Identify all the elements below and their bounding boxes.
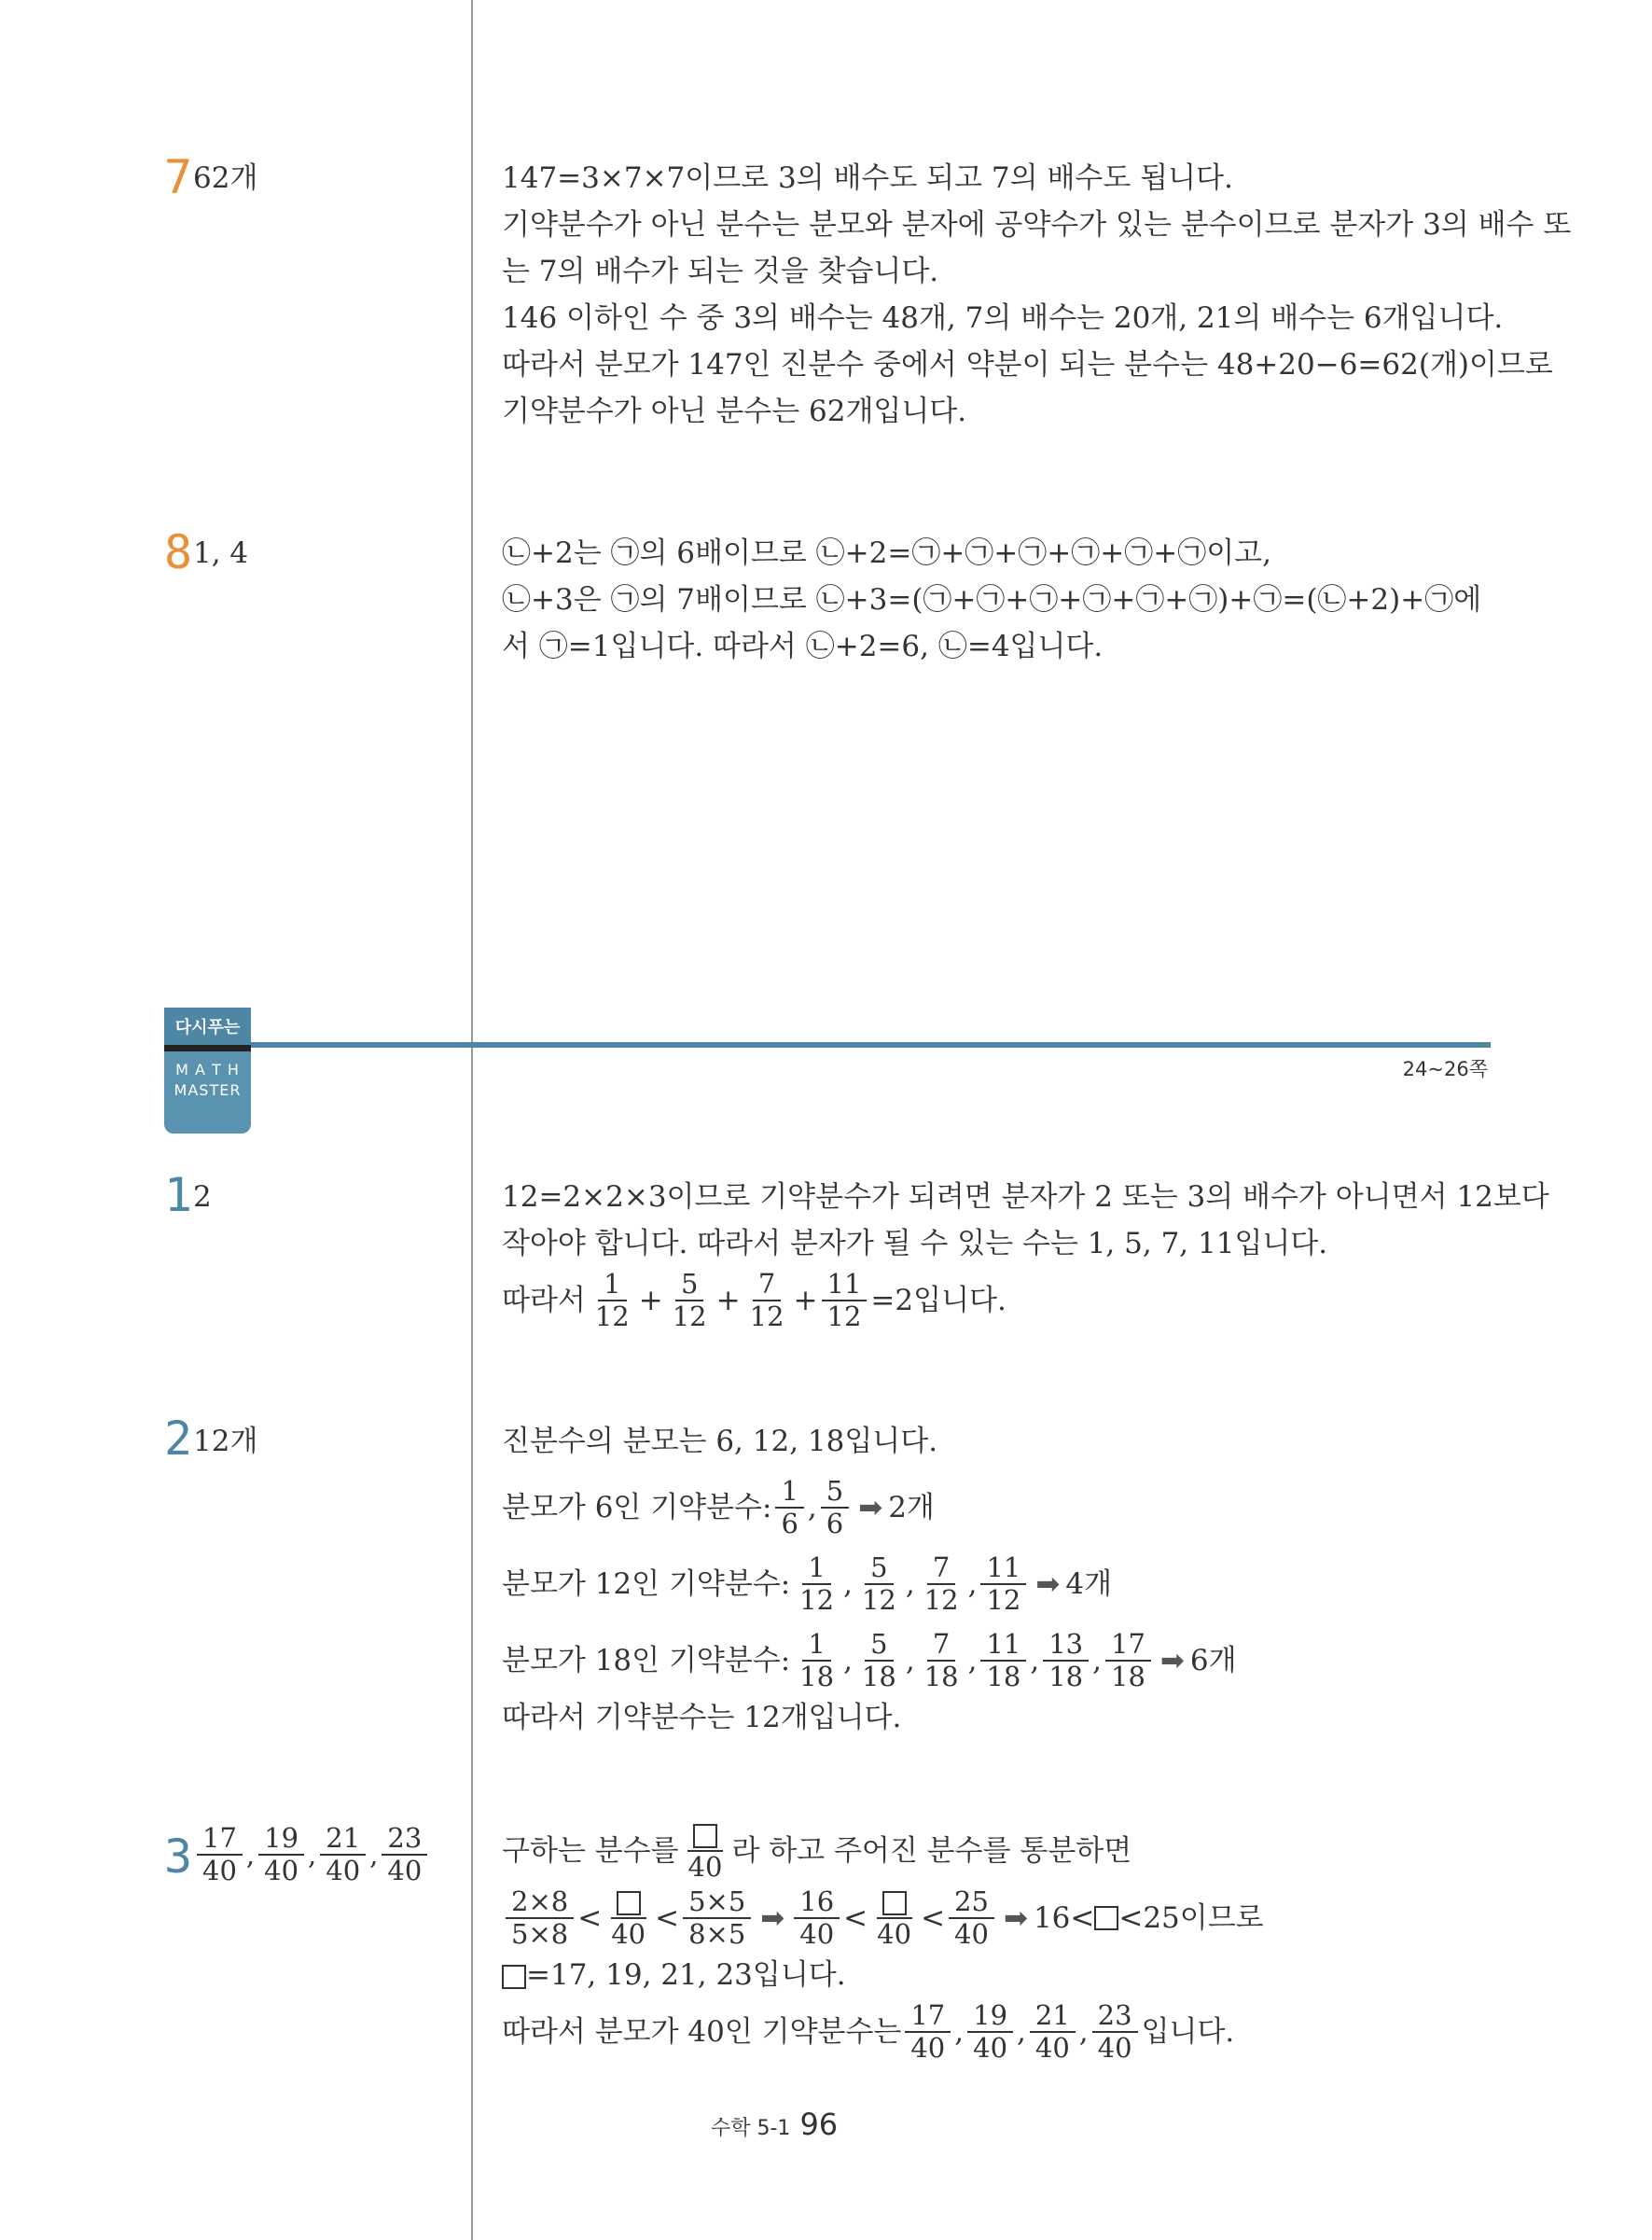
denominator: 40 [910,2032,946,2064]
denominator: 40 [264,1855,299,1886]
solution-3-line-1 [502,1817,1491,1885]
count: 2개 [888,1491,935,1524]
comma: , [245,1838,256,1871]
question-number-2: 2 [164,1412,193,1466]
question-number-7: 7 [164,150,193,204]
numerator [611,1888,646,1919]
less-than: < [843,1901,868,1935]
text: <25이므로 [1118,1901,1264,1935]
denominator: 8×5 [688,1918,746,1950]
solution-1-fraction-sum [502,1267,1491,1334]
fraction [822,1268,868,1332]
text: =2입니다. [870,1284,1006,1317]
solution-8 [502,530,1491,670]
badge-label: 다시푸는 [164,1008,251,1045]
numerator: 1 [802,1554,830,1585]
comma: , [905,1567,915,1601]
denominator: 40 [1097,2032,1132,2064]
badge-line-math: M A T H [175,1061,240,1078]
numerator: 17 [1105,1631,1151,1662]
numerator: 25 [949,1888,994,1919]
plus-sign: + [715,1284,741,1317]
numerator: 7 [753,1271,781,1301]
denominator: 40 [202,1855,237,1886]
answer-3 [193,1822,431,1886]
count: 6개 [1189,1644,1237,1677]
numerator: 17 [905,2002,951,2033]
comma: , [369,1838,379,1871]
comma: , [1078,2015,1089,2049]
fraction [1092,1999,1138,2064]
answer-1: 2 [193,1180,212,1214]
numerator: 2×8 [506,1888,574,1919]
plus-sign: + [638,1284,663,1317]
solution-7-line: 는 7의 배수가 되는 것을 찾습니다. [502,255,939,288]
denominator: 18 [861,1661,896,1692]
fraction [683,1821,729,1881]
column-divider [471,0,473,2240]
solution-3-inequality [502,1885,1491,1952]
solution-7-line: 147=3×7×7이므로 3의 배수도 되고 7의 배수도 됩니다. [502,161,1233,195]
comma: , [1017,2015,1026,2049]
question-number-1: 1 [164,1168,193,1222]
solution-7-line: 146 이하인 수 중 3의 배수는 48개, 7의 배수는 20개, 21의 배수는 6개입니다. [502,301,1504,335]
page-range: 24~26쪽 [1402,1058,1488,1080]
numerator: 17 [197,1825,243,1856]
solution-2-line: 따라서 기약분수는 12개입니다. [502,1701,902,1734]
blank-box [882,1891,907,1915]
solution-8-line: ㉡+3은 ㉠의 7배이므로 ㉡+3=(㉠+㉠+㉠+㉠+㉠+㉠)+㉠=(㉡+2)+㉠에 [502,583,1482,617]
count: 4개 [1065,1567,1113,1601]
solution-7-line: 기약분수가 아닌 분수는 분모와 분자에 공약수가 있는 분수이므로 분자가 3의 배수 또 [502,208,1572,242]
denominator: 40 [387,1855,423,1886]
comma: , [843,1567,853,1601]
denominator: 18 [923,1661,959,1692]
denominator: 18 [1111,1661,1145,1692]
solution-2 [502,1418,1491,1741]
solution-3-line-4 [502,1998,1491,2066]
comma: , [905,1644,915,1677]
page-footer [711,2107,838,2142]
denominator: 12 [986,1584,1021,1616]
numerator: 11 [980,1631,1026,1662]
denominator: 18 [1048,1661,1084,1692]
numerator: 11 [822,1271,868,1301]
solution-3 [502,1817,1491,2066]
fraction [382,1822,427,1886]
denominator: 6 [781,1508,798,1539]
fraction [775,1475,803,1539]
fraction [949,1885,994,1950]
fraction [320,1822,366,1886]
plus-sign: + [793,1284,818,1317]
arrow-icon: ➡ [1159,1644,1185,1677]
solution-3-line-3 [502,1952,1491,1998]
comma: , [967,1644,978,1677]
text: 분모가 18인 기약분수: [502,1644,791,1677]
question-number-3: 3 [164,1830,193,1884]
denominator: 12 [672,1301,707,1332]
numerator: 23 [1092,2002,1138,2033]
fraction [905,1999,951,2064]
numerator: 1 [802,1631,830,1662]
fraction [590,1268,635,1332]
numerator: 23 [382,1825,427,1856]
numerator: 5 [865,1631,893,1662]
denominator: 40 [611,1918,646,1950]
blank-box [1094,1906,1118,1930]
section-rule [251,1042,1491,1048]
denominator: 40 [799,1918,835,1950]
text: 따라서 분모가 40인 기약분수는 [502,2015,902,2049]
numerator: 21 [320,1825,366,1856]
denominator: 12 [749,1301,784,1332]
solution-1-line: 작아야 합니다. 따라서 분자가 될 수 있는 수는 1, 5, 7, 11입니다. [502,1227,1328,1260]
solution-7-line: 기약분수가 아닌 분수는 62개입니다. [502,395,967,428]
fraction [794,1885,840,1950]
numerator: 5×5 [683,1888,751,1919]
comma: , [954,2015,965,2049]
numerator: 7 [927,1631,955,1662]
solution-1-line: 12=2×2×3이므로 기약분수가 되려면 분자가 2 또는 3의 배수가 아니면서 12보다 [502,1180,1549,1214]
text: 분모가 12인 기약분수: [502,1567,791,1601]
fraction [794,1551,840,1616]
fraction [744,1268,790,1332]
answer-7: 62개 [193,161,258,195]
fraction [856,1551,902,1616]
numerator: 5 [821,1478,849,1509]
fraction [980,1628,1026,1692]
denominator: 40 [877,1918,912,1950]
numerator [687,1821,723,1852]
fraction [605,1888,651,1948]
denominator: 40 [1034,2032,1070,2064]
denominator: 18 [986,1661,1021,1692]
arrow-icon: ➡ [858,1491,883,1524]
comma: , [308,1838,317,1871]
text: =17, 19, 21, 23입니다. [526,1958,846,1992]
text: 라 하고 주어진 분수를 통분하면 [731,1834,1132,1868]
blank-box [502,1965,526,1989]
fraction [1030,1999,1076,2064]
solution-2-line: 진분수의 분모는 6, 12, 18입니다. [502,1425,938,1458]
numerator: 19 [967,2002,1013,2033]
numerator: 13 [1043,1631,1089,1662]
denominator: 12 [594,1301,630,1332]
badge-line-master: MASTER [174,1081,242,1099]
fraction [980,1551,1026,1616]
fraction [919,1628,965,1692]
text: 입니다. [1141,2015,1235,2049]
blank-box [617,1891,641,1915]
answer-2: 12개 [193,1425,258,1458]
badge-divider [164,1045,251,1051]
denominator: 40 [973,2032,1008,2064]
solution-7 [502,155,1572,435]
math-master-badge [164,1051,251,1134]
numerator: 19 [258,1825,304,1856]
numerator: 11 [980,1554,1026,1585]
fraction [871,1888,917,1948]
fraction [919,1551,965,1616]
numerator: 16 [794,1888,840,1919]
comma: , [967,1567,978,1601]
page-number: 96 [799,2107,839,2142]
fraction [1105,1628,1151,1692]
fraction [667,1268,713,1332]
denominator: 5×8 [511,1918,569,1950]
fraction [197,1822,243,1886]
numerator: 5 [675,1271,703,1301]
arrow-icon: ➡ [1035,1567,1061,1601]
denominator: 40 [687,1851,723,1883]
row-denominator-6 [502,1474,1491,1541]
fraction [821,1475,849,1539]
row-denominator-18 [502,1627,1491,1694]
denominator: 12 [799,1584,835,1616]
denominator: 12 [923,1584,959,1616]
numerator: 1 [598,1271,626,1301]
fraction [683,1885,751,1950]
denominator: 40 [954,1918,989,1950]
numerator: 5 [865,1554,893,1585]
numerator: 21 [1030,2002,1076,2033]
footer-subject: 수학 5-1 [711,2117,791,2140]
fraction [1043,1628,1089,1692]
denominator: 18 [799,1661,835,1692]
numerator: 7 [927,1554,955,1585]
denominator: 40 [326,1855,361,1886]
denominator: 12 [861,1584,896,1616]
comma: , [807,1491,817,1524]
solution-7-line: 따라서 분모가 147인 진분수 중에서 약분이 되는 분수는 48+20−6=62(개)이므로 [502,348,1553,382]
arrow-icon: ➡ [760,1901,785,1935]
less-than: < [921,1901,946,1935]
text: 분모가 6인 기약분수: [502,1491,772,1524]
comma: , [1030,1644,1040,1677]
less-than: < [577,1901,603,1935]
text: 16< [1033,1901,1095,1935]
answer-8: 1, 4 [193,536,249,570]
solution-1 [502,1174,1549,1334]
denominator: 12 [826,1301,862,1332]
numerator [877,1888,912,1919]
solution-8-line: 서 ㉠=1입니다. 따라서 ㉡+2=6, ㉡=4입니다. [502,630,1104,663]
arrow-icon: ➡ [1003,1901,1028,1935]
denominator: 6 [826,1508,844,1539]
fraction [856,1628,902,1692]
text: 따라서 [502,1284,586,1317]
solution-8-line: ㉡+2는 ㉠의 6배이므로 ㉡+2=㉠+㉠+㉠+㉠+㉠+㉠이고, [502,536,1271,570]
less-than: < [655,1901,680,1935]
fraction [258,1822,304,1886]
fraction [794,1628,840,1692]
question-number-8: 8 [164,525,193,579]
fraction [506,1885,574,1950]
fraction [967,1999,1013,2064]
row-denominator-12 [502,1551,1491,1618]
comma: , [843,1644,853,1677]
blank-box [693,1824,717,1848]
text: 구하는 분수를 [502,1834,679,1868]
numerator: 1 [775,1478,803,1509]
comma: , [1092,1644,1102,1677]
